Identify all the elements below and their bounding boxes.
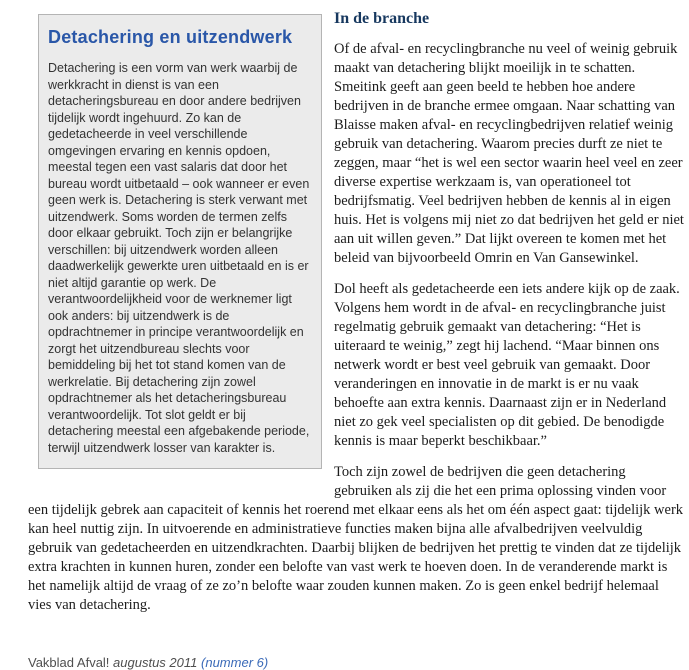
info-box xyxy=(38,14,322,469)
issue-date: augustus 2011 xyxy=(113,655,198,670)
article-heading: In de branche xyxy=(334,10,430,27)
info-box-title: Detachering en uitzendwerk xyxy=(48,27,293,47)
article-paragraph: Dol heeft als gedetacheerde een iets andere kijk op de zaak. Volgens hem wordt in de afval- en recyclingbranche juist regelmatig gebruik gemaakt van detachering: “Het is uiteraard te weinig,” zegt hij lachend. “Maar binnen ons netwerk wordt er best veel gebruik van gemaakt. Door veranderingen en innovatie in de markt is er nu vaak behoefte aan extra kennis. Daarnaast zijn er in Nederland niet zo gek veel specialisten op dit gebied. De benodigde kennis is maar beperkt beschikbaar.” xyxy=(334,281,680,449)
issue-number-link[interactable]: (nummer 6) xyxy=(201,655,269,670)
footer-credit xyxy=(28,627,684,670)
publication-name: Vakblad Afval! xyxy=(28,655,110,670)
article-paragraph: Toch zijn zowel de bedrijven die geen detachering gebruiken als zij die het een prima oplossing vinden voor een tijdelijk gebrek aan capaciteit of kennis het roerend met elkaar eens als het om één aspect gaat: tijdelijk werk kan heel nuttig zijn. In uitvoerende en administratieve functies maken bijna alle afvalbedrijven veelvuldig gebruik van gedetacheerden en uitzendkrachten. Daarbij blijken de bedrijven het prettig te vinden dat ze tijdelijk extra krachten in kunnen huren, zonder een belofte van vast werk te hoeven doen. In de veranderende markt is het namelijk altijd de vraag of ze zo’n belofte waar zouden kunnen maken. Zo is geen enkel bedrijf helemaal vies van detachering. xyxy=(28,464,684,613)
article-paragraph: Of de afval- en recyclingbranche nu veel of weinig gebruik maakt van detachering blijkt moeilijk in te schatten. Smeitink geeft aan geen beeld te hebben hoe andere bedrijven in de branche ermee omgaan. Naar schatting van Blaisse maken afval- en recyclingbedrijven relatief weinig gebruik van detachering. Waarom precies durft ze niet te zeggen, maar “het is wel een sector waarin heel veel en zeer diverse expertise werkzaam is, van operationeel tot bedrijfsmatig. Veel bedrijven hebben de kennis al in eigen huis. Het is volgens mij niet zo dat bedrijven het geld er niet aan uit willen geven.” Dat lijkt overeen te komen met het beleid van bijvoorbeeld Omrin en Van Gansewinkel. xyxy=(334,41,684,266)
info-box-body: Detachering is een vorm van werk waarbij de werkkracht in dienst is van een detacheringsbureau en door andere bedrijven tijdelijk wordt ingehuurd. Zo kan de gedetacheerde in veel verschillende omgevingen ervaring en kennis opdoen, meestal tegen een vast salaris dat door het bureau wordt uitbetaald – ook wanneer er even geen werk is. Detachering is sterk verwant met uitzendwerk. Soms worden de termen zelfs door elkaar gebruikt. Toch zijn er belangrijke verschillen: bij uitzendwerk worden alleen daadwerkelijk gewerkte uren uitbetaald en is er niet altijd garantie op werk. De verantwoordelijkheid voor de werknemer ligt ook anders: bij uitzendwerk is de opdrachtnemer in principe verantwoordelijk en zorgt het uitzendbureau slechts voor bemiddeling bij het tot stand komen van de werkrelatie. Bij detachering zijn zowel opdrachtnemer als het detacheringsbureau verantwoordelijk. Tot slot geldt er bij detachering meestal een afgebakende periode, terwijl uitzendwerk losser van karakter is. xyxy=(48,61,310,455)
